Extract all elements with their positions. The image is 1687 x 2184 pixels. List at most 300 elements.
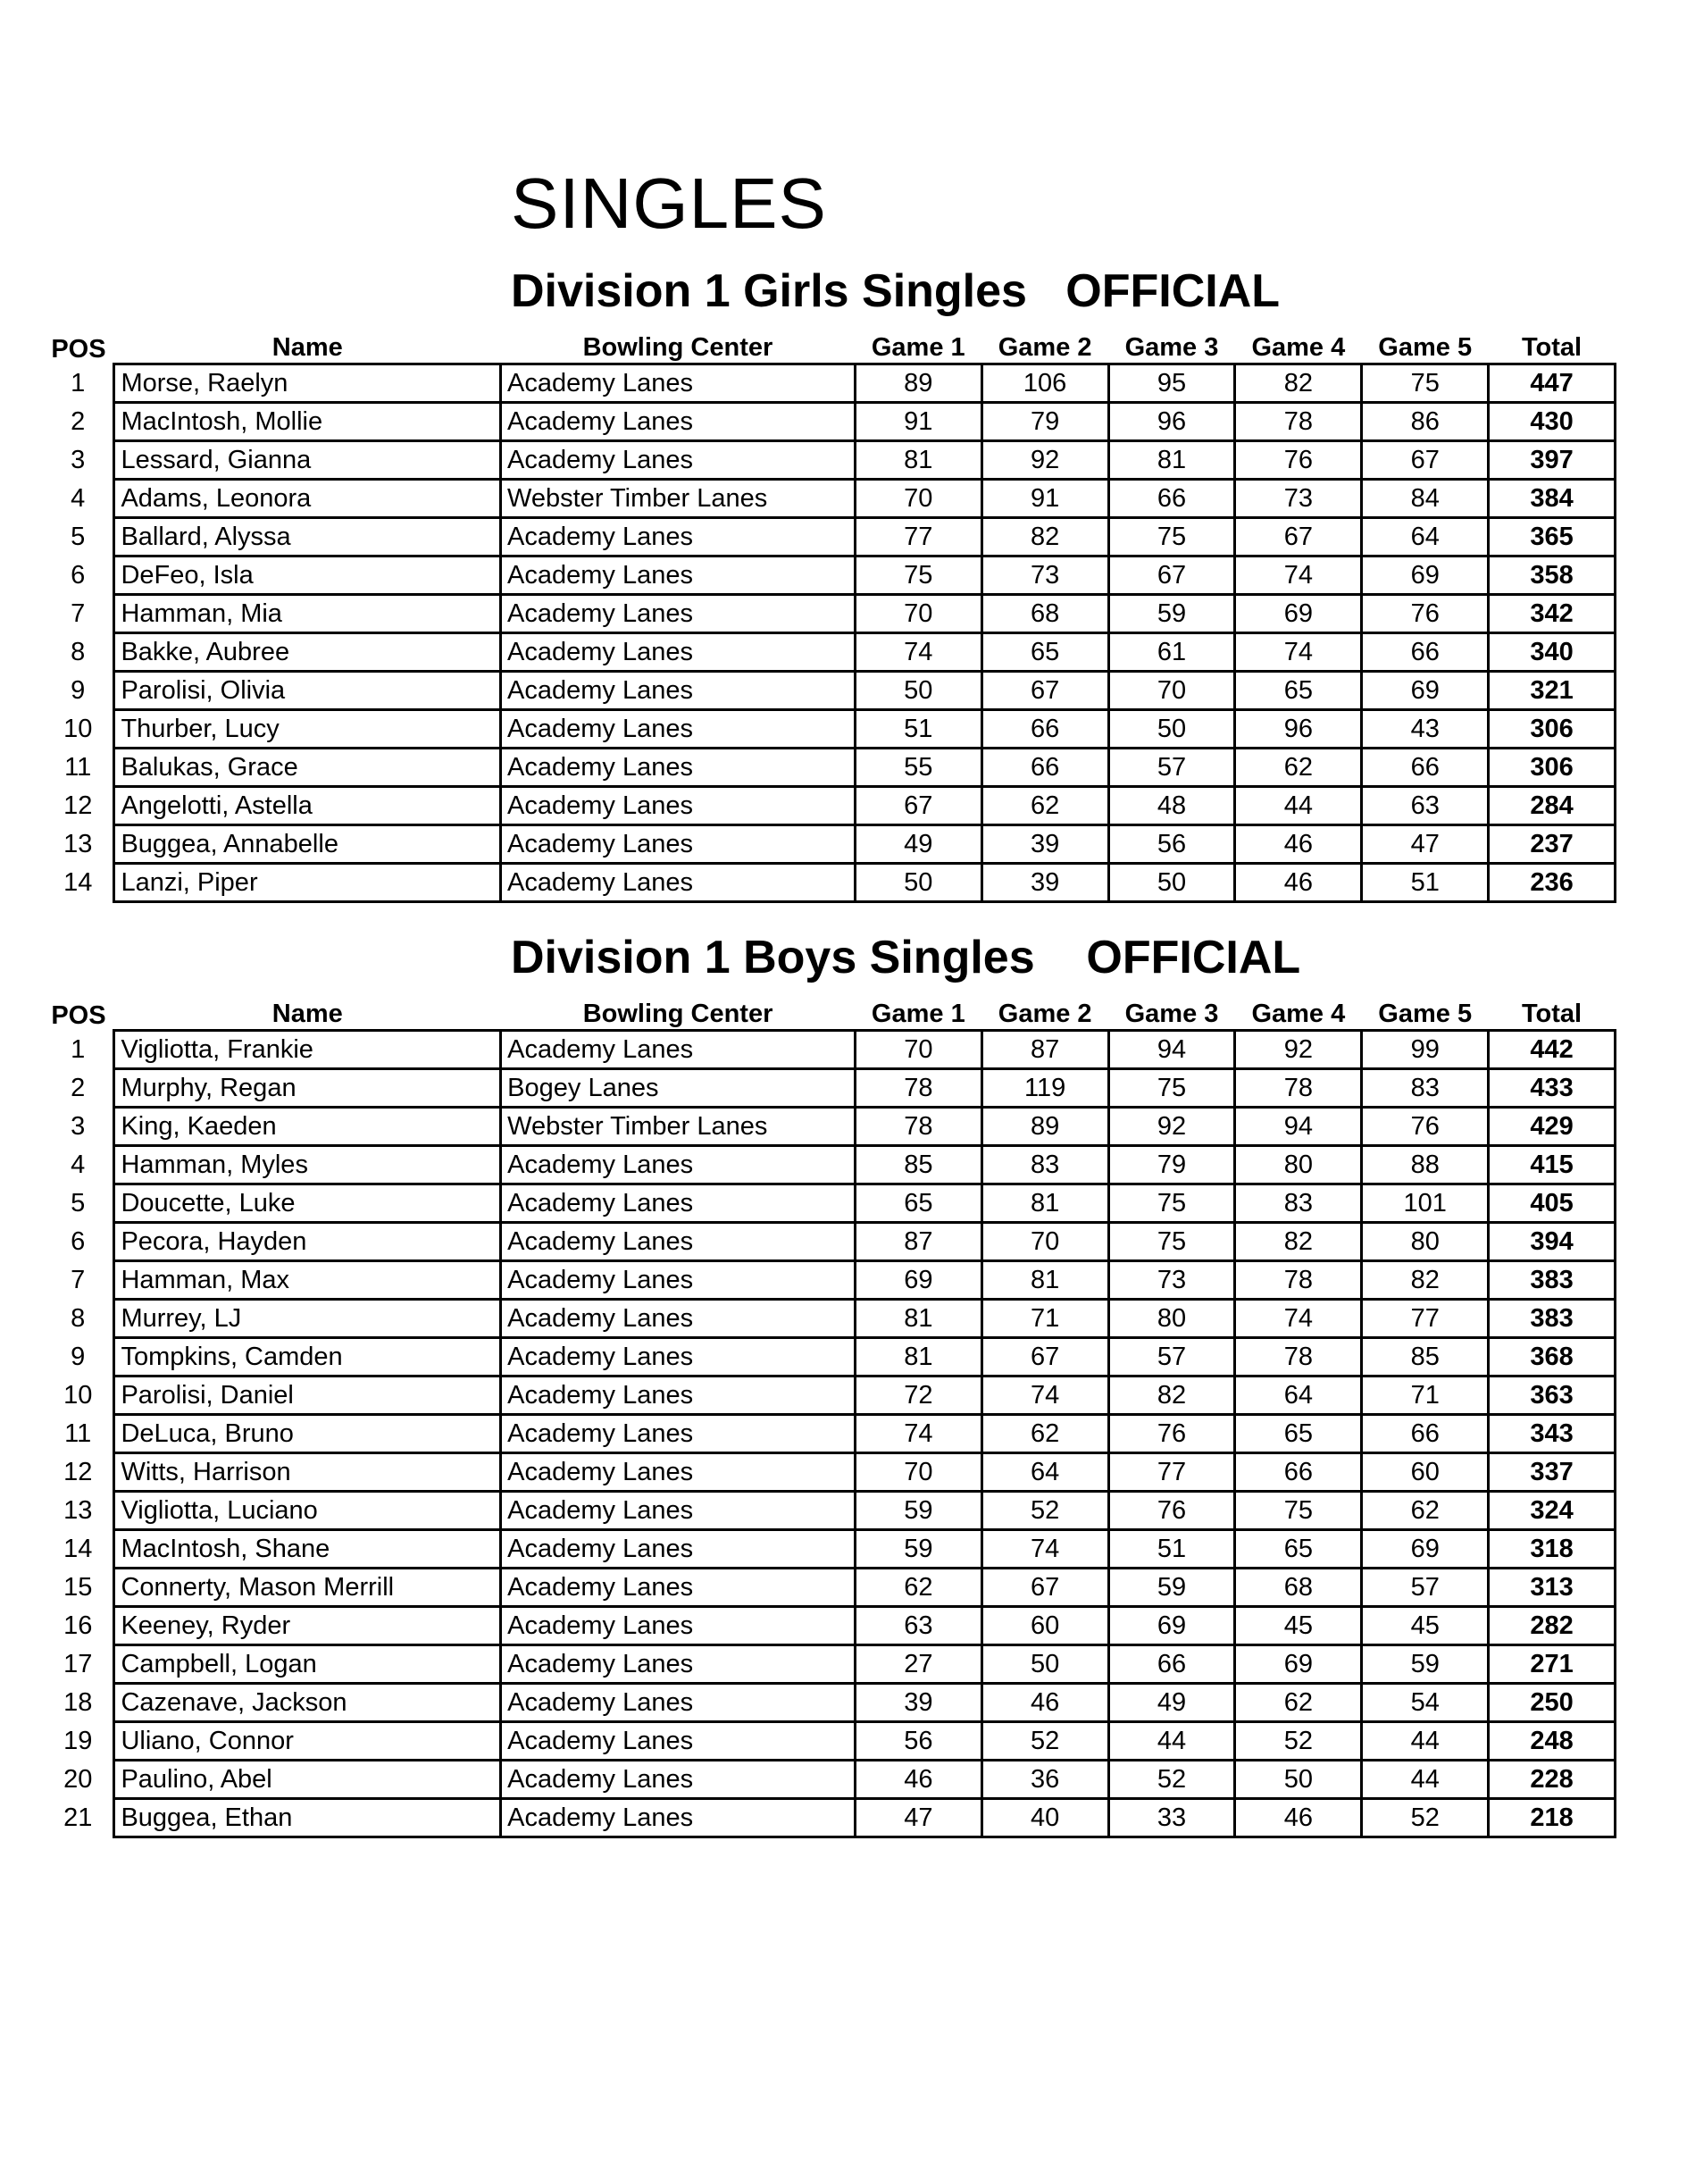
position-cell: 8 [71, 1304, 86, 1333]
bowler-name-cell: Buggea, Annabelle [114, 825, 501, 864]
game-2-cell: 36 [981, 1761, 1108, 1799]
total-cell: 383 [1489, 1300, 1616, 1338]
bowling-center-cell: Academy Lanes [501, 1684, 856, 1722]
game-3-cell: 95 [1108, 364, 1235, 403]
game-1-cell: 67 [855, 787, 981, 825]
game-1-cell: 62 [855, 1569, 981, 1607]
game-5-cell: 63 [1362, 787, 1489, 825]
table-row [43, 364, 1616, 403]
table-header-row [43, 993, 1616, 1031]
game-3-cell: 52 [1108, 1761, 1235, 1799]
bowling-center-cell: Academy Lanes [501, 1569, 856, 1607]
total-cell: 228 [1489, 1761, 1616, 1799]
bowling-center-cell: Academy Lanes [501, 672, 856, 710]
table-row [43, 825, 1616, 864]
table-row [43, 1031, 1616, 1069]
total-cell: 433 [1489, 1069, 1616, 1108]
bowling-center-cell: Academy Lanes [501, 595, 856, 633]
bowler-name-cell: MacIntosh, Mollie [114, 403, 501, 441]
bowler-name-cell: Morse, Raelyn [114, 364, 501, 403]
game-2-cell: 106 [981, 364, 1108, 403]
table-row [43, 710, 1616, 749]
game-4-cell: 67 [1235, 518, 1362, 556]
game-5-cell: 82 [1362, 1261, 1489, 1300]
game-1-cell: 55 [855, 749, 981, 787]
game-2-cell: 52 [981, 1492, 1108, 1530]
game-3-cell: 81 [1108, 441, 1235, 480]
bowling-center-cell: Academy Lanes [501, 1338, 856, 1377]
game-1-cell: 46 [855, 1761, 981, 1799]
game-5-cell: 66 [1362, 749, 1489, 787]
game-4-cell: 82 [1235, 1223, 1362, 1261]
total-cell: 343 [1489, 1415, 1616, 1453]
game-2-cell: 67 [981, 1338, 1108, 1377]
bowler-name-cell: DeLuca, Bruno [114, 1415, 501, 1453]
table-row [43, 1223, 1616, 1261]
game-1-cell: 51 [855, 710, 981, 749]
position-cell: 12 [63, 791, 93, 820]
game-5-cell: 66 [1362, 1415, 1489, 1453]
game-4-cell: 52 [1235, 1722, 1362, 1761]
girls-results-body [43, 364, 1616, 902]
game-1-cell: 65 [855, 1184, 981, 1223]
position-cell: 9 [71, 1343, 86, 1371]
column-header-game-3: Game 3 [1124, 1000, 1219, 1028]
position-cell: 11 [64, 1419, 92, 1448]
game-3-cell: 44 [1108, 1722, 1235, 1761]
bowler-name-cell: Connerty, Mason Merrill [114, 1569, 501, 1607]
bowler-name-cell: Angelotti, Astella [114, 787, 501, 825]
position-cell: 3 [71, 1112, 86, 1141]
table-row [43, 1261, 1616, 1300]
game-2-cell: 60 [981, 1607, 1108, 1645]
bowler-name-cell: Buggea, Ethan [114, 1799, 501, 1837]
game-4-cell: 45 [1235, 1607, 1362, 1645]
game-2-cell: 83 [981, 1146, 1108, 1184]
table-row [43, 1492, 1616, 1530]
game-4-cell: 73 [1235, 480, 1362, 518]
game-1-cell: 70 [855, 480, 981, 518]
total-cell: 363 [1489, 1377, 1616, 1415]
table-row [43, 1415, 1616, 1453]
bowler-name-cell: Cazenave, Jackson [114, 1684, 501, 1722]
game-5-cell: 69 [1362, 1530, 1489, 1569]
game-4-cell: 94 [1235, 1108, 1362, 1146]
game-5-cell: 44 [1362, 1761, 1489, 1799]
game-2-cell: 89 [981, 1108, 1108, 1146]
game-3-cell: 56 [1108, 825, 1235, 864]
game-4-cell: 44 [1235, 787, 1362, 825]
game-4-cell: 46 [1235, 864, 1362, 902]
game-2-cell: 66 [981, 710, 1108, 749]
total-cell: 306 [1489, 749, 1616, 787]
game-2-cell: 81 [981, 1261, 1108, 1300]
column-header-game-5: Game 5 [1378, 1000, 1473, 1028]
game-3-cell: 61 [1108, 633, 1235, 672]
total-cell: 405 [1489, 1184, 1616, 1223]
game-2-cell: 62 [981, 1415, 1108, 1453]
table-row [43, 1108, 1616, 1146]
bowling-center-cell: Academy Lanes [501, 1031, 856, 1069]
total-cell: 313 [1489, 1569, 1616, 1607]
game-3-cell: 66 [1108, 1645, 1235, 1684]
bowling-center-cell: Academy Lanes [501, 1300, 856, 1338]
game-4-cell: 78 [1235, 403, 1362, 441]
position-cell: 2 [71, 407, 86, 436]
bowling-center-cell: Academy Lanes [501, 633, 856, 672]
game-2-cell: 81 [981, 1184, 1108, 1223]
game-3-cell: 49 [1108, 1684, 1235, 1722]
bowler-name-cell: Witts, Harrison [114, 1453, 501, 1492]
bowling-center-cell: Academy Lanes [501, 403, 856, 441]
game-4-cell: 50 [1235, 1761, 1362, 1799]
table-row [43, 787, 1616, 825]
game-4-cell: 74 [1235, 556, 1362, 595]
game-5-cell: 43 [1362, 710, 1489, 749]
bowling-center-cell: Webster Timber Lanes [501, 480, 856, 518]
column-header-game-2: Game 2 [998, 1000, 1092, 1028]
column-header-game-2: Game 2 [998, 333, 1092, 362]
position-cell: 9 [71, 676, 86, 705]
game-3-cell: 57 [1108, 749, 1235, 787]
column-header-name: Name [271, 1000, 343, 1028]
table-row [43, 1607, 1616, 1645]
total-cell: 384 [1489, 480, 1616, 518]
game-4-cell: 68 [1235, 1569, 1362, 1607]
position-cell: 13 [63, 1496, 93, 1525]
game-4-cell: 66 [1235, 1453, 1362, 1492]
column-header-pos: POS [51, 1000, 106, 1030]
game-2-cell: 92 [981, 441, 1108, 480]
game-1-cell: 47 [855, 1799, 981, 1837]
game-4-cell: 65 [1235, 1530, 1362, 1569]
position-cell: 18 [63, 1688, 93, 1717]
game-5-cell: 44 [1362, 1722, 1489, 1761]
game-2-cell: 39 [981, 825, 1108, 864]
game-2-cell: 82 [981, 518, 1108, 556]
total-cell: 430 [1489, 403, 1616, 441]
game-1-cell: 89 [855, 364, 981, 403]
game-3-cell: 48 [1108, 787, 1235, 825]
game-5-cell: 66 [1362, 633, 1489, 672]
game-1-cell: 74 [855, 1415, 981, 1453]
bowler-name-cell: Tompkins, Camden [114, 1338, 501, 1377]
game-5-cell: 71 [1362, 1377, 1489, 1415]
table-row [43, 556, 1616, 595]
game-4-cell: 76 [1235, 441, 1362, 480]
game-5-cell: 77 [1362, 1300, 1489, 1338]
bowler-name-cell: Uliano, Connor [114, 1722, 501, 1761]
position-cell: 14 [63, 1535, 93, 1563]
bowler-name-cell: Parolisi, Olivia [114, 672, 501, 710]
bowling-center-cell: Academy Lanes [501, 1415, 856, 1453]
table-row [43, 1184, 1616, 1223]
column-header-game-3: Game 3 [1124, 333, 1219, 362]
table-row [43, 403, 1616, 441]
bowler-name-cell: Murphy, Regan [114, 1069, 501, 1108]
bowler-name-cell: Hamman, Mia [114, 595, 501, 633]
position-cell: 15 [63, 1573, 93, 1602]
bowling-center-cell: Academy Lanes [501, 1261, 856, 1300]
position-cell: 6 [71, 1227, 86, 1256]
total-cell: 447 [1489, 364, 1616, 403]
position-cell: 3 [71, 446, 86, 474]
total-cell: 306 [1489, 710, 1616, 749]
game-4-cell: 65 [1235, 1415, 1362, 1453]
game-3-cell: 75 [1108, 1184, 1235, 1223]
game-3-cell: 51 [1108, 1530, 1235, 1569]
bowling-center-cell: Academy Lanes [501, 556, 856, 595]
position-cell: 1 [71, 369, 86, 397]
table-row [43, 1530, 1616, 1569]
game-4-cell: 75 [1235, 1492, 1362, 1530]
game-4-cell: 46 [1235, 1799, 1362, 1837]
game-2-cell: 71 [981, 1300, 1108, 1338]
game-5-cell: 51 [1362, 864, 1489, 902]
position-cell: 11 [64, 753, 92, 782]
game-5-cell: 99 [1362, 1031, 1489, 1069]
bowling-center-cell: Academy Lanes [501, 1377, 856, 1415]
game-1-cell: 77 [855, 518, 981, 556]
game-5-cell: 88 [1362, 1146, 1489, 1184]
game-3-cell: 69 [1108, 1607, 1235, 1645]
bowler-name-cell: Murrey, LJ [114, 1300, 501, 1338]
game-5-cell: 84 [1362, 480, 1489, 518]
bowling-center-cell: Bogey Lanes [501, 1069, 856, 1108]
game-3-cell: 79 [1108, 1146, 1235, 1184]
game-4-cell: 69 [1235, 1645, 1362, 1684]
boys-results-table [43, 993, 1616, 1838]
game-1-cell: 50 [855, 864, 981, 902]
game-5-cell: 60 [1362, 1453, 1489, 1492]
game-3-cell: 33 [1108, 1799, 1235, 1837]
game-3-cell: 50 [1108, 864, 1235, 902]
boys-singles-heading: Division 1 Boys Singles OFFICIAL [511, 932, 1301, 983]
game-3-cell: 59 [1108, 1569, 1235, 1607]
total-cell: 358 [1489, 556, 1616, 595]
game-3-cell: 67 [1108, 556, 1235, 595]
game-2-cell: 64 [981, 1453, 1108, 1492]
game-1-cell: 81 [855, 1300, 981, 1338]
total-cell: 282 [1489, 1607, 1616, 1645]
position-cell: 4 [71, 1151, 86, 1179]
total-cell: 284 [1489, 787, 1616, 825]
page-title: SINGLES [511, 163, 827, 243]
game-5-cell: 69 [1362, 556, 1489, 595]
game-4-cell: 96 [1235, 710, 1362, 749]
position-cell: 10 [63, 715, 93, 743]
total-cell: 218 [1489, 1799, 1616, 1837]
game-2-cell: 79 [981, 403, 1108, 441]
total-cell: 383 [1489, 1261, 1616, 1300]
game-5-cell: 86 [1362, 403, 1489, 441]
game-4-cell: 69 [1235, 595, 1362, 633]
table-row [43, 595, 1616, 633]
total-cell: 271 [1489, 1645, 1616, 1684]
position-cell: 8 [71, 638, 86, 666]
bowler-name-cell: Ballard, Alyssa [114, 518, 501, 556]
total-cell: 321 [1489, 672, 1616, 710]
position-cell: 19 [63, 1727, 93, 1755]
game-4-cell: 62 [1235, 749, 1362, 787]
game-4-cell: 78 [1235, 1261, 1362, 1300]
total-cell: 397 [1489, 441, 1616, 480]
game-1-cell: 49 [855, 825, 981, 864]
total-cell: 236 [1489, 864, 1616, 902]
bowling-center-cell: Academy Lanes [501, 1722, 856, 1761]
game-2-cell: 70 [981, 1223, 1108, 1261]
game-1-cell: 56 [855, 1722, 981, 1761]
total-cell: 237 [1489, 825, 1616, 864]
game-5-cell: 59 [1362, 1645, 1489, 1684]
position-cell: 12 [63, 1458, 93, 1486]
game-1-cell: 59 [855, 1530, 981, 1569]
bowling-center-cell: Academy Lanes [501, 441, 856, 480]
column-header-name: Name [271, 333, 343, 362]
game-4-cell: 46 [1235, 825, 1362, 864]
game-5-cell: 64 [1362, 518, 1489, 556]
game-3-cell: 50 [1108, 710, 1235, 749]
table-row [43, 441, 1616, 480]
game-4-cell: 80 [1235, 1146, 1362, 1184]
game-2-cell: 66 [981, 749, 1108, 787]
game-3-cell: 76 [1108, 1415, 1235, 1453]
game-4-cell: 74 [1235, 633, 1362, 672]
column-header-game-5: Game 5 [1378, 333, 1473, 362]
bowling-center-cell: Academy Lanes [501, 1799, 856, 1837]
game-1-cell: 63 [855, 1607, 981, 1645]
bowling-center-cell: Academy Lanes [501, 1530, 856, 1569]
table-row [43, 633, 1616, 672]
column-header-bowling-center: Bowling Center [582, 333, 773, 362]
game-1-cell: 78 [855, 1108, 981, 1146]
bowling-center-cell: Academy Lanes [501, 825, 856, 864]
column-header-total: Total [1522, 333, 1583, 362]
boys-results-body [43, 1031, 1616, 1837]
table-row [43, 1069, 1616, 1108]
game-4-cell: 62 [1235, 1684, 1362, 1722]
game-1-cell: 81 [855, 441, 981, 480]
bowler-name-cell: Keeney, Ryder [114, 1607, 501, 1645]
game-3-cell: 75 [1108, 1223, 1235, 1261]
game-5-cell: 83 [1362, 1069, 1489, 1108]
game-2-cell: 68 [981, 595, 1108, 633]
game-3-cell: 70 [1108, 672, 1235, 710]
game-4-cell: 92 [1235, 1031, 1362, 1069]
game-2-cell: 91 [981, 480, 1108, 518]
position-cell: 20 [63, 1765, 93, 1794]
bowler-name-cell: Adams, Leonora [114, 480, 501, 518]
total-cell: 340 [1489, 633, 1616, 672]
game-4-cell: 82 [1235, 364, 1362, 403]
game-5-cell: 76 [1362, 1108, 1489, 1146]
column-header-pos: POS [51, 334, 106, 364]
bowler-name-cell: Lanzi, Piper [114, 864, 501, 902]
table-row [43, 518, 1616, 556]
game-2-cell: 50 [981, 1645, 1108, 1684]
position-cell: 4 [71, 484, 86, 513]
girls-results-table [43, 327, 1616, 903]
position-cell: 10 [63, 1381, 93, 1410]
game-5-cell: 52 [1362, 1799, 1489, 1837]
total-cell: 337 [1489, 1453, 1616, 1492]
bowling-center-cell: Academy Lanes [501, 864, 856, 902]
position-cell: 13 [63, 830, 93, 858]
bowler-name-cell: Thurber, Lucy [114, 710, 501, 749]
table-header-row [43, 327, 1616, 364]
table-row [43, 672, 1616, 710]
column-header-game-4: Game 4 [1251, 1000, 1346, 1028]
bowling-center-cell: Academy Lanes [501, 1184, 856, 1223]
bowler-name-cell: Vigliotta, Frankie [114, 1031, 501, 1069]
total-cell: 318 [1489, 1530, 1616, 1569]
game-2-cell: 73 [981, 556, 1108, 595]
game-1-cell: 91 [855, 403, 981, 441]
bowler-name-cell: Balukas, Grace [114, 749, 501, 787]
position-cell: 7 [71, 599, 86, 628]
game-3-cell: 73 [1108, 1261, 1235, 1300]
game-3-cell: 92 [1108, 1108, 1235, 1146]
game-1-cell: 75 [855, 556, 981, 595]
game-5-cell: 69 [1362, 672, 1489, 710]
game-1-cell: 70 [855, 595, 981, 633]
game-4-cell: 64 [1235, 1377, 1362, 1415]
game-1-cell: 59 [855, 1492, 981, 1530]
game-1-cell: 39 [855, 1684, 981, 1722]
game-4-cell: 83 [1235, 1184, 1362, 1223]
game-3-cell: 80 [1108, 1300, 1235, 1338]
table-row [43, 1645, 1616, 1684]
bowling-center-cell: Academy Lanes [501, 1645, 856, 1684]
bowler-name-cell: Lessard, Gianna [114, 441, 501, 480]
bowler-name-cell: Doucette, Luke [114, 1184, 501, 1223]
total-cell: 429 [1489, 1108, 1616, 1146]
game-2-cell: 52 [981, 1722, 1108, 1761]
bowler-name-cell: Parolisi, Daniel [114, 1377, 501, 1415]
bowling-center-cell: Academy Lanes [501, 364, 856, 403]
game-2-cell: 65 [981, 633, 1108, 672]
game-5-cell: 101 [1362, 1184, 1489, 1223]
total-cell: 324 [1489, 1492, 1616, 1530]
position-cell: 5 [71, 523, 86, 551]
game-5-cell: 80 [1362, 1223, 1489, 1261]
game-5-cell: 45 [1362, 1607, 1489, 1645]
bowling-center-cell: Academy Lanes [501, 749, 856, 787]
game-1-cell: 50 [855, 672, 981, 710]
total-cell: 365 [1489, 518, 1616, 556]
bowler-name-cell: Hamman, Max [114, 1261, 501, 1300]
position-cell: 16 [63, 1611, 93, 1640]
game-1-cell: 70 [855, 1031, 981, 1069]
bowler-name-cell: Pecora, Hayden [114, 1223, 501, 1261]
table-row [43, 1569, 1616, 1607]
position-cell: 21 [63, 1803, 93, 1832]
game-2-cell: 74 [981, 1530, 1108, 1569]
game-3-cell: 76 [1108, 1492, 1235, 1530]
bowler-name-cell: Vigliotta, Luciano [114, 1492, 501, 1530]
bowler-name-cell: MacIntosh, Shane [114, 1530, 501, 1569]
position-cell: 5 [71, 1189, 86, 1218]
column-header-game-1: Game 1 [871, 333, 965, 362]
game-1-cell: 81 [855, 1338, 981, 1377]
total-cell: 248 [1489, 1722, 1616, 1761]
game-2-cell: 40 [981, 1799, 1108, 1837]
game-4-cell: 78 [1235, 1338, 1362, 1377]
game-1-cell: 72 [855, 1377, 981, 1415]
bowling-center-cell: Academy Lanes [501, 787, 856, 825]
position-cell: 17 [63, 1650, 93, 1678]
table-row [43, 749, 1616, 787]
